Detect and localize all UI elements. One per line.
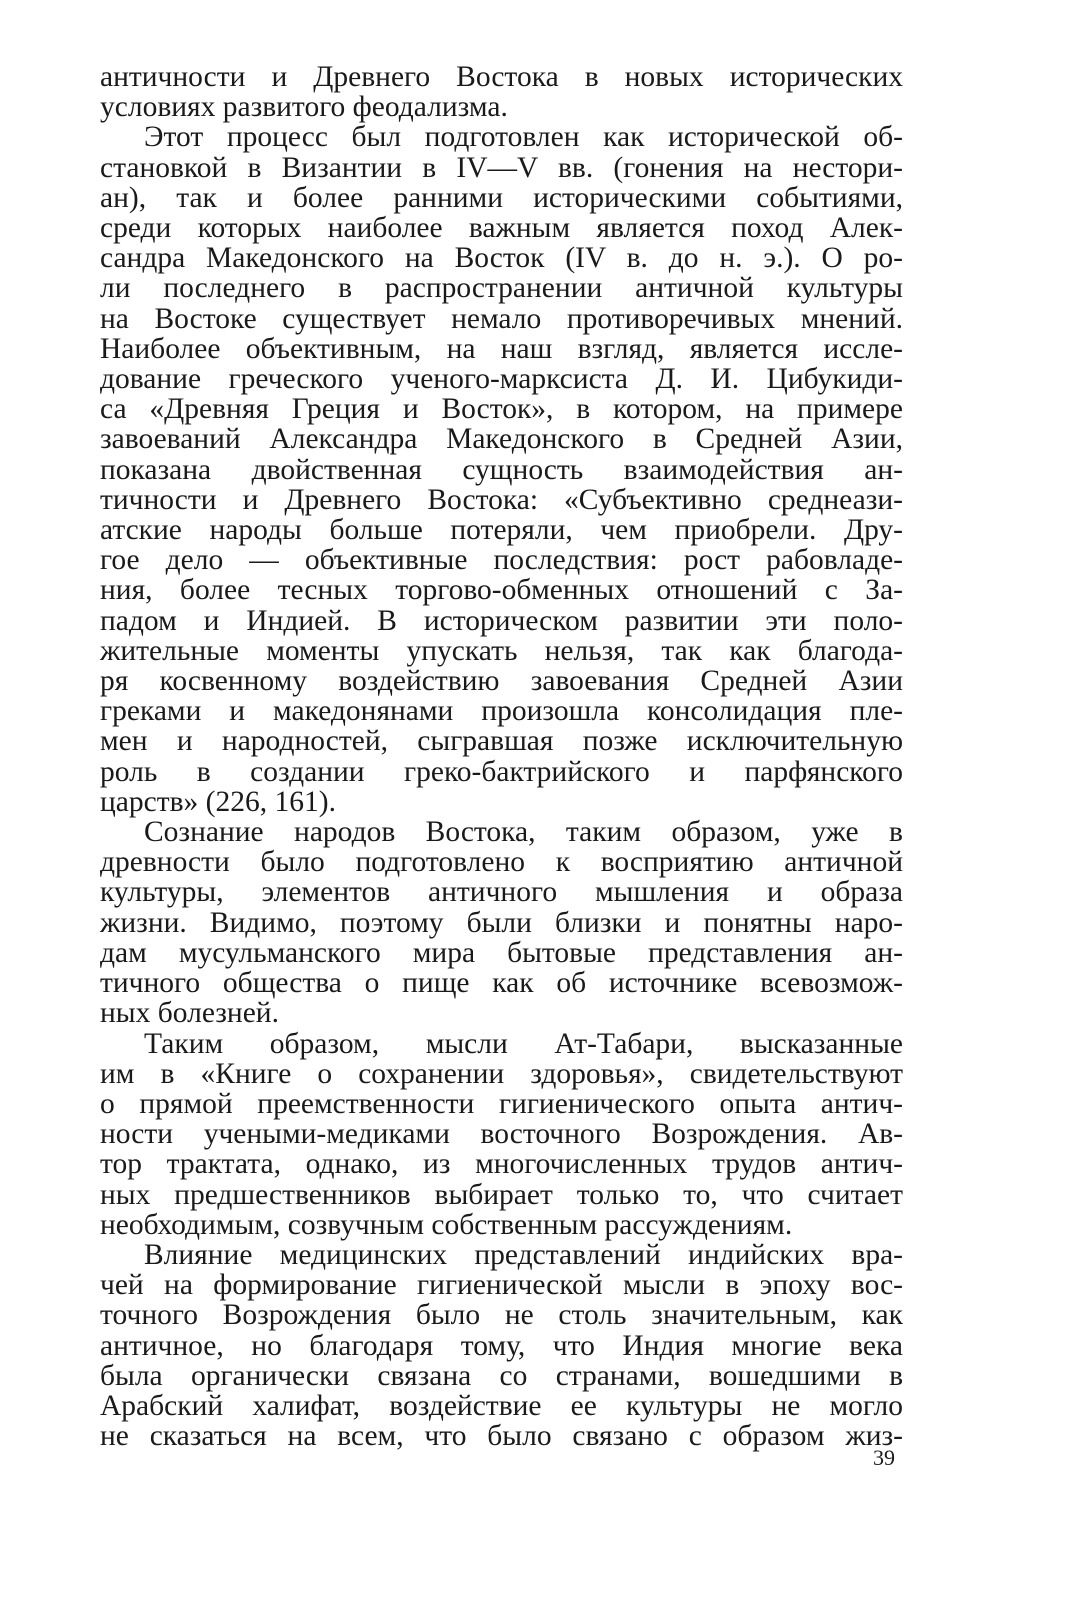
text-line: ли последнего в распространении античной культуры [100,272,903,305]
text-line: Влияние медицинских представлений индийских вра- [144,1238,903,1271]
text-line: ря косвенному воздействию завоевания Средней Азии [100,665,903,698]
text-line: не сказаться на всем, что было связано с образом жиз- [100,1420,903,1453]
text-line: падом и Индией. В историческом развитии эти поло- [100,604,903,637]
text-line: о прямой преемственности гигиенического опыта антич- [100,1087,903,1120]
text-line: необходимым, созвучным собственным рассуждениям. [100,1208,793,1241]
text-line: атские народы больше потеряли, чем приобрели. Дру- [100,514,903,547]
text-line: Арабский халифат, воздействие ее культуры не могло [100,1389,903,1422]
text-line: жизни. Видимо, поэтому были близки и понятны наро- [100,906,903,939]
text-line: мен и народностей, сыгравшая позже исключительную [100,725,903,758]
text-line: была органически связана со странами, вошедшими в [100,1359,903,1392]
text-line: чей на формирование гигиенической мысли в эпоху вос- [100,1269,903,1302]
text-line: тичного общества о пище как об источнике всевозмож- [100,967,903,1000]
text-line: ния, более тесных торгово-обменных отношений с За- [100,574,903,607]
text-line: Таким образом, мысли Ат-Табари, высказанные [144,1027,903,1060]
text-line: культуры, элементов античного мышления и образа [100,876,903,909]
text-line: им в «Книге о сохранении здоровья», свидетельствуют [100,1057,903,1090]
text-line: показана двойственная сущность взаимодействия ан- [100,453,903,486]
page-number: 39 [873,1445,895,1470]
text-line: Наиболее объективным, на наш взгляд, является иссле- [100,332,903,365]
text-line: тичности и Древнего Востока: «Субъективно среднеази- [100,483,903,516]
text-line: точного Возрождения было не столь значительным, как [100,1299,903,1332]
text-line: Этот процесс был подготовлен как исторической об- [144,121,903,154]
text-line: ности учеными-медиками восточного Возрождения. Ав- [100,1118,903,1151]
text-line: царств» (226, 161). [100,785,336,818]
text-line: становкой в Византии в IV—V вв. (гонения на нестори- [100,151,903,184]
text-line: роль в создании греко-бактрийского и парфянского [100,755,903,788]
text-line: среди которых наиболее важным является поход Алек- [100,212,903,245]
text-line: ан), так и более ранними историческими событиями, [100,181,903,214]
text-line: античное, но благодаря тому, что Индия многие века [100,1329,903,1362]
text-line: на Востоке существует немало противоречивых мнений. [100,302,903,335]
paragraph [100,1240,903,1451]
text-line: греками и македонянами произошла консолидация пле- [100,695,903,728]
paragraph [100,817,903,1028]
text-line: дование греческого ученого-марксиста Д. И. Цибукиди- [100,363,903,396]
text-line: дам мусульманского мира бытовые представления ан- [100,936,903,969]
paragraph [100,62,903,122]
text-line: са «Древняя Греция и Восток», в котором, на примере [100,393,903,426]
paragraph [100,1029,903,1240]
text-line: античности и Древнего Востока в новых исторических [100,61,903,93]
text-line: условиях развитого феодализма. [100,91,508,124]
text-line: ных болезней. [100,997,279,1030]
text-line: жительные моменты упускать нельзя, так как благода- [100,634,903,667]
text-line: Сознание народов Востока, таким образом, уже в [144,816,903,849]
text-line: сандра Македонского на Восток (IV в. до н. э.). О ро- [100,242,903,275]
paragraph [100,122,903,817]
text-line: ных предшественников выбирает только то, что считает [100,1178,903,1211]
text-line: гое дело — объективные последствия: рост рабовладе- [100,544,903,577]
text-line: древности было подготовлено к восприятию античной [100,846,903,879]
page-body [100,62,903,1451]
text-line: тор трактата, однако, из многочисленных трудов антич- [100,1148,903,1181]
text-line: завоеваний Александра Македонского в Средней Азии, [100,423,903,456]
